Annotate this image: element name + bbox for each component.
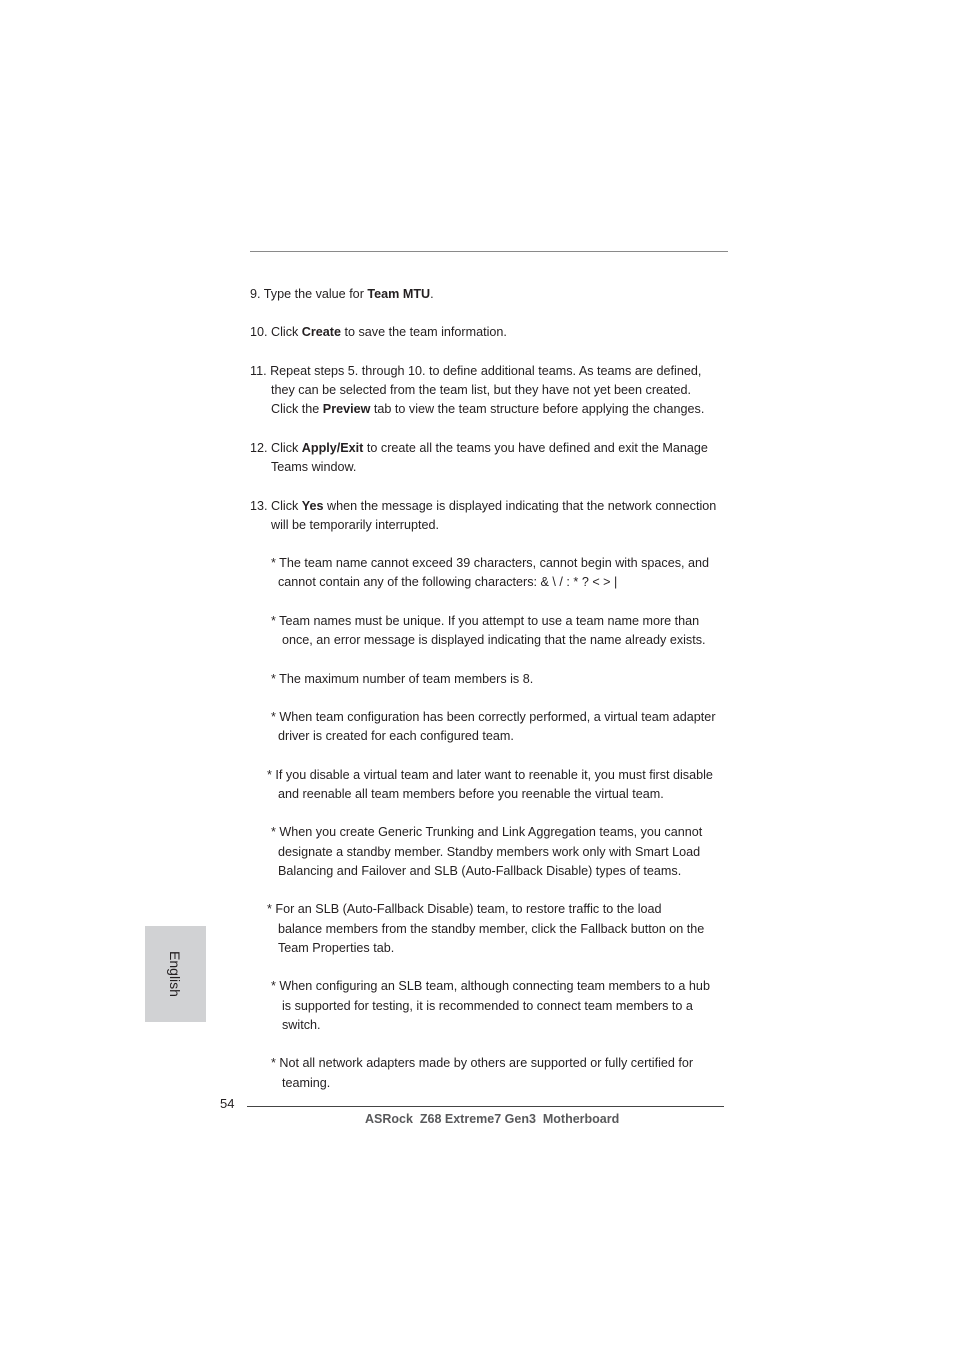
- step-11-line-2: they can be selected from the team list, but they have not yet been created.: [271, 383, 692, 397]
- step-13-line-1: 13. Click Yes when the message is displayed indicating that the network connection: [250, 499, 717, 513]
- note-3-line-1: * The maximum number of team members is 8.: [271, 672, 534, 686]
- note-8-line-2: is supported for testing, it is recommended to connect team members to a: [282, 999, 693, 1013]
- note-1-line-1: * The team name cannot exceed 39 characters, cannot begin with spaces, and: [271, 556, 710, 570]
- note-5-line-1: * If you disable a virtual team and later want to reenable it, you must first disable: [267, 768, 713, 782]
- page-number: 54: [220, 1096, 235, 1111]
- note-6-line-2: designate a standby member. Standby members work only with Smart Load: [278, 845, 701, 859]
- note-4-line-1: * When team configuration has been correctly performed, a virtual team adapter: [271, 710, 716, 724]
- note-2-line-1: * Team names must be unique. If you attempt to use a team name more than: [271, 614, 700, 628]
- note-9-line-2: teaming.: [282, 1076, 331, 1090]
- step-11-line-1: 11. Repeat steps 5. through 10. to define additional teams. As teams are defined,: [250, 364, 702, 378]
- note-8-line-1: * When configuring an SLB team, although connecting team members to a hub: [271, 979, 710, 993]
- note-4-line-2: driver is created for each configured team.: [278, 729, 514, 743]
- footer-title: ASRock Z68 Extreme7 Gen3 Motherboard: [365, 1112, 620, 1126]
- step-12-line-1: 12. Click Apply/Exit to create all the teams you have defined and exit the Manage: [250, 441, 708, 455]
- note-6-line-1: * When you create Generic Trunking and Link Aggregation teams, you cannot: [271, 825, 703, 839]
- note-1-line-2: cannot contain any of the following characters: & \ / : * ? < > |: [278, 575, 618, 589]
- header-rule: [250, 251, 728, 252]
- note-7-line-2: balance members from the standby member, click the Fallback button on the: [278, 922, 705, 936]
- step-10-line-1: 10. Click Create to save the team information.: [250, 325, 507, 339]
- language-side-tab: [145, 926, 206, 1022]
- note-5-line-2: and reenable all team members before you reenable the virtual team.: [278, 787, 664, 801]
- note-7-line-3: Team Properties tab.: [278, 941, 395, 955]
- footer-rule: [247, 1106, 724, 1107]
- step-9-line-1: 9. Type the value for Team MTU.: [250, 287, 434, 301]
- note-9-line-1: * Not all network adapters made by others are supported or fully certified for: [271, 1056, 694, 1070]
- step-13-line-2: will be temporarily interrupted.: [271, 518, 439, 532]
- note-2-line-2: once, an error message is displayed indicating that the name already exists.: [282, 633, 706, 647]
- step-12-line-2: Teams window.: [271, 460, 357, 474]
- note-6-line-3: Balancing and Failover and SLB (Auto-Fallback Disable) types of teams.: [278, 864, 682, 878]
- note-7-line-1: * For an SLB (Auto-Fallback Disable) team, to restore traffic to the load: [267, 902, 662, 916]
- step-11-line-3: Click the Preview tab to view the team structure before applying the changes.: [271, 402, 705, 416]
- note-8-line-3: switch.: [282, 1018, 321, 1032]
- language-label: English: [167, 951, 183, 997]
